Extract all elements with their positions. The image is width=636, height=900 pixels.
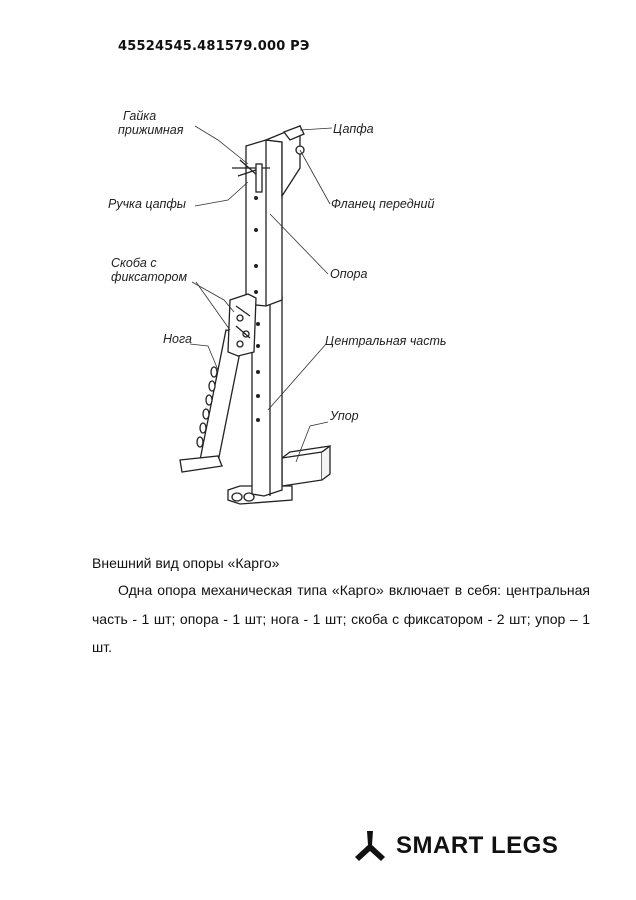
label-gaika-2: прижимная (118, 123, 184, 137)
label-tsentralnaya: Центральная часть (325, 334, 447, 348)
label-opora: Опора (330, 267, 368, 281)
label-skoba-2: фиксатором (111, 270, 188, 284)
label-flanets: Фланец передний (331, 197, 435, 211)
description-paragraph: Одна опора механическая типа «Карго» включает в себя: центральная часть - 1 шт; опора - 1 шт; нога - 1 шт; скоба с фиксатором - 2 шт; упор – 1 шт. (92, 582, 590, 655)
label-tsapfa: Цапфа (333, 122, 374, 136)
label-skoba: Скоба с (111, 256, 157, 270)
upor-part (282, 452, 322, 486)
logo-text: SMART LEGS (396, 832, 559, 859)
label-gaika: Гайка (123, 109, 157, 123)
brand-logo (352, 828, 558, 864)
smart-legs-logo-icon (352, 829, 388, 863)
document-code: 45524545.481579.000 РЭ (118, 39, 310, 54)
opora-part (246, 140, 282, 306)
figure-caption: Внешний вид опоры «Карго» (92, 555, 280, 571)
label-upor: Упор (330, 409, 359, 423)
label-noga: Нога (163, 332, 192, 346)
label-ruchka: Ручка цапфы (108, 197, 187, 211)
